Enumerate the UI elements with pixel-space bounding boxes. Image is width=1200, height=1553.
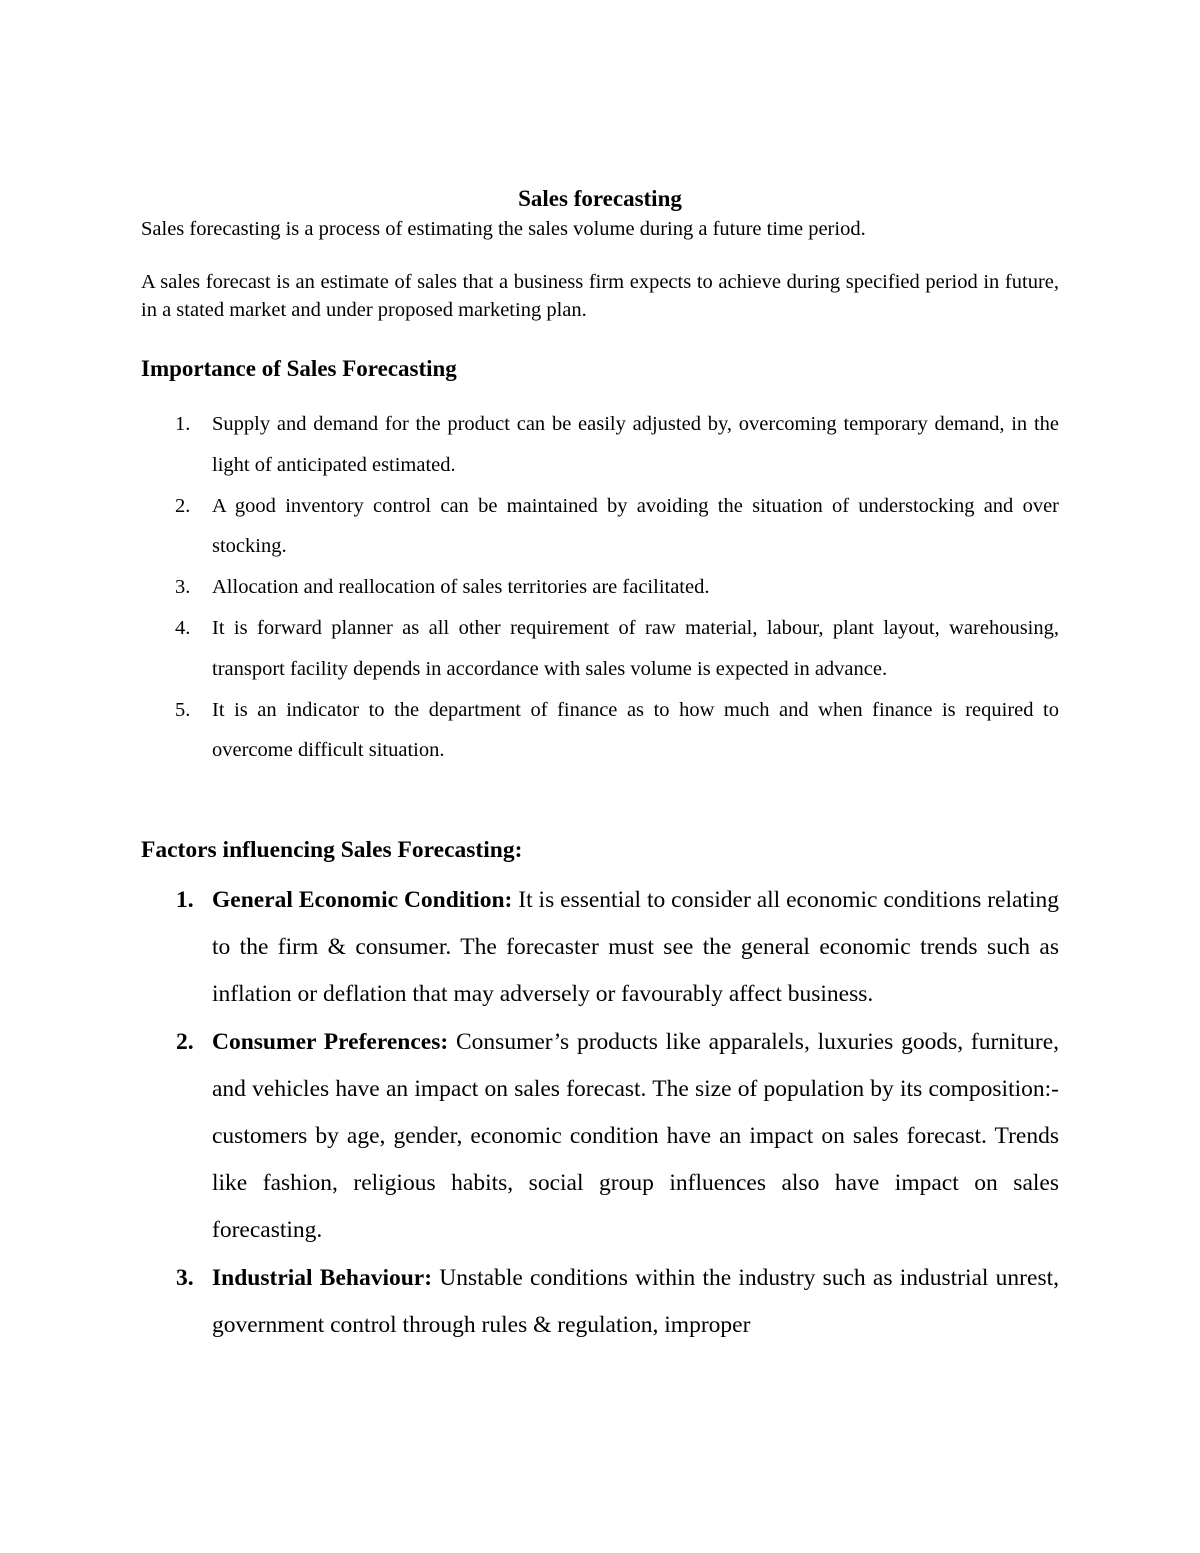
list-item-number: 3.: [176, 1264, 194, 1291]
list-item: [141, 486, 1059, 568]
intro-paragraph-1: Sales forecasting is a process of estimating the sales volume during a future time period.: [141, 218, 866, 240]
list-item: [141, 877, 1059, 1019]
importance-heading: Importance of Sales Forecasting: [141, 356, 457, 381]
list-item-text: It is an indicator to the department of finance as to how much and when finance is required to overcome difficult situation.: [212, 698, 1059, 762]
factor-text: It is essential to consider all economic conditions relating to the firm & consumer. The forecaster must see the general economic trends such as inflation or deflation that may adversely or favourably affect business.: [212, 887, 1059, 1008]
list-item-number: 1.: [176, 887, 194, 913]
list-item: [141, 404, 1059, 486]
list-item-number: 4.: [175, 616, 191, 639]
list-item: [141, 567, 1059, 608]
list-item-number: 1.: [175, 413, 191, 435]
list-item-text: A good inventory control can be maintained by avoiding the situation of understocking and over stocking.: [212, 494, 1059, 558]
list-item: [141, 1019, 1059, 1255]
importance-list: [141, 404, 1059, 771]
list-item: [141, 1255, 1059, 1349]
factors-heading: Factors influencing Sales Forecasting:: [141, 837, 523, 863]
list-item-text: It is forward planner as all other requirement of raw material, labour, plant layout, warehousing, transport facility depends in accordance with sales volume is expected in advance.: [212, 616, 1059, 680]
list-item-number: 2.: [175, 494, 191, 517]
list-item: [141, 690, 1059, 772]
intro-paragraph-2: A sales forecast is an estimate of sales that a business firm expects to achieve during specified period in future, in a stated market and under proposed marketing plan.: [141, 271, 1059, 321]
list-item-number: 5.: [175, 698, 191, 721]
list-item: [141, 608, 1059, 690]
list-item-text: Allocation and reallocation of sales territories are facilitated.: [212, 576, 710, 599]
factor-term: Industrial Behaviour:: [212, 1264, 433, 1291]
factor-term: General Economic Condition:: [212, 887, 513, 913]
list-item-text: Supply and demand for the product can be easily adjusted by, overcoming temporary demand, in the light of anticipated estimated.: [212, 413, 1059, 476]
document-title: Sales forecasting: [518, 186, 682, 211]
list-item-number: 3.: [175, 576, 191, 599]
factor-text: Consumer’s products like apparalels, luxuries goods, furniture, and vehicles have an impact on sales forecast. The size of population by its composition:- customers by age, gender, economic condition have an impact on sales forecast. Trends like fashion, religious habits, social group influences also have impact on sales forecasting.: [212, 1028, 1060, 1244]
list-item-number: 2.: [176, 1028, 194, 1055]
factor-term: Consumer Preferences:: [212, 1028, 449, 1055]
factor-text: Unstable conditions within the industry such as industrial unrest, government control through rules & regulation, improper: [212, 1264, 1059, 1338]
factors-list: [141, 877, 1059, 1349]
